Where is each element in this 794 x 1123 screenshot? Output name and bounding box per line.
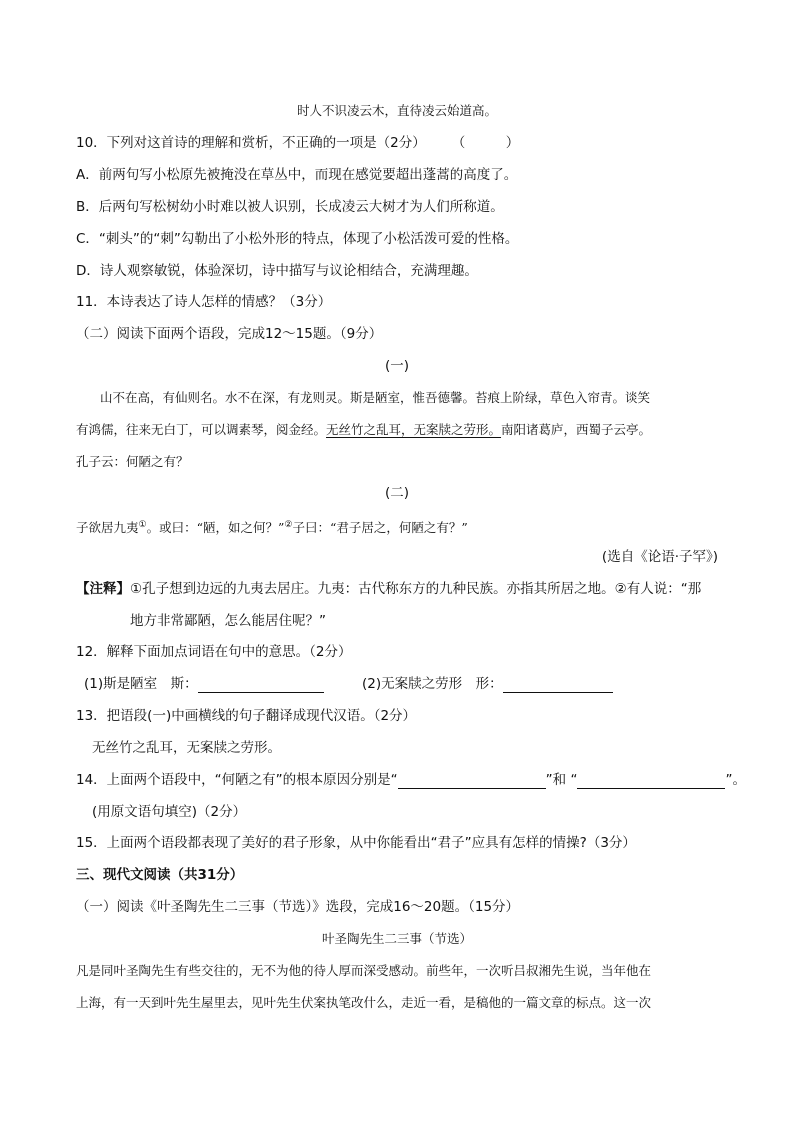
section-3-heading: 三、现代文阅读（共31分）: [76, 867, 244, 883]
q12-answer-blank-1[interactable]: [198, 678, 324, 693]
passage-2-heading: (二): [384, 485, 410, 501]
note-marker-2: ②: [284, 520, 293, 530]
q14-mid: ”和 “: [545, 772, 578, 788]
q11-stem: 11．本诗表达了诗人怎样的情感？（3分）: [76, 294, 332, 310]
q12-stem: 12．解释下面加点词语在句中的意思。（2分）: [76, 644, 352, 660]
q10-option-b: B．后两句写松树幼小时难以被人识别，长成凌云大树才为人们所称道。: [76, 199, 504, 215]
annotation-label: 【注释】: [76, 581, 130, 597]
q14-answer-blank-2[interactable]: [577, 774, 725, 789]
q10-stem: [76, 134, 519, 152]
passage-1-line-2: [76, 421, 651, 439]
annotation-line-1: [76, 580, 701, 598]
q10-option-d: D．诗人观察敏锐，体验深切，诗中描写与议论相结合，充满理趣。: [76, 263, 478, 279]
q13-stem: 13．把语段(一)中画横线的句子翻译成现代汉语。（2分）: [76, 708, 417, 724]
annotation-text-1: ①孔子想到边远的九夷去居庄。九夷：古代称东方的九种民族。亦指其所居之地。②有人说：“那: [130, 581, 702, 597]
q14-note: (用原文语句填空)（2分）: [92, 804, 247, 820]
section-2-heading: （二）阅读下面两个语段，完成12～15题。（9分）: [76, 326, 383, 342]
passage-2-source: (选自《论语·子罕》): [601, 549, 718, 565]
article-line-2: 上海，有一天到叶先生屋里去，见叶先生伏案执笔改什么，走近一看，是稿他的一篇文章的标点。这一次: [76, 995, 652, 1010]
note-marker-1: ①: [138, 520, 147, 530]
passage-1-line-2-pre: 有鸿儒，往来无白丁，可以调素琴，阅金经。: [76, 422, 327, 437]
q10-option-c: C．“刺头”的“刺”勾勒出了小松外形的特点，体现了小松活泼可爱的性格。: [76, 231, 519, 247]
q13-sentence: 无丝竹之乱耳，无案牍之劳形。: [92, 740, 281, 756]
q10-stem-text: 10．下列对这首诗的理解和赏析，不正确的一项是（2分）: [76, 135, 426, 151]
underlined-sentence: 无丝竹之乱耳，无案牍之劳形。: [326, 422, 502, 437]
q12-answer-blank-2[interactable]: [503, 678, 613, 693]
passage-2-text: [76, 516, 468, 537]
q12-item-1-label: (1)斯是陋室 斯：: [84, 676, 198, 692]
q12-item-2: [362, 675, 613, 693]
q14-stem: [76, 771, 746, 789]
article-title: 叶圣陶先生二三事（节选）: [321, 931, 472, 946]
passage-1-line-2-post: 南阳诸葛庐，西蜀子云亭。: [501, 422, 652, 437]
passage-1-heading: (一): [384, 358, 410, 374]
q10-answer-paren: （ ）: [451, 135, 520, 151]
q10-option-a: A．前两句写小松原先被掩没在草丛中，而现在感觉要超出蓬蒿的高度了。: [76, 167, 518, 183]
passage-2-text-c: 子曰：“君子居之，何陋之有？”: [292, 520, 468, 536]
q14-post: ”。: [725, 772, 746, 788]
passage-2-text-b: 。或曰：“陋，如之何？”: [146, 520, 285, 536]
q14-pre: 14．上面两个语段中，“何陋之有”的根本原因分别是“: [76, 772, 398, 788]
passage-2-text-a: 子欲居九夷: [76, 520, 139, 536]
q14-answer-blank-1[interactable]: [398, 774, 546, 789]
article-line-1: 凡是同叶圣陶先生有些交往的，无不为他的待人厚而深受感动。前些年，一次听吕叔湘先生说，当年他在: [76, 963, 652, 978]
annotation-line-2: 地方非常鄙陋，怎么能居住呢？”: [130, 613, 326, 629]
passage-1-line-1: 山不在高，有仙则名。水不在深，有龙则灵。斯是陋室，惟吾德馨。苔痕上阶绿，草色入帘青。谈笑: [100, 390, 651, 405]
q15-stem: 15．上面两个语段都表现了美好的君子形象，从中你能看出“君子”应具有怎样的情操?（3分）: [76, 835, 636, 851]
q12-item-1: [84, 675, 324, 693]
passage-1-line-3: 孔子云：何陋之有？: [76, 454, 189, 469]
section-3-1-heading: （一）阅读《叶圣陶先生二三事（节选）》选段，完成16～20题。（15分）: [76, 899, 520, 915]
q12-item-2-label: (2)无案牍之劳形 形：: [362, 676, 503, 692]
poem-last-line: 时人不识凌云木，直待凌云始道高。: [296, 103, 497, 118]
